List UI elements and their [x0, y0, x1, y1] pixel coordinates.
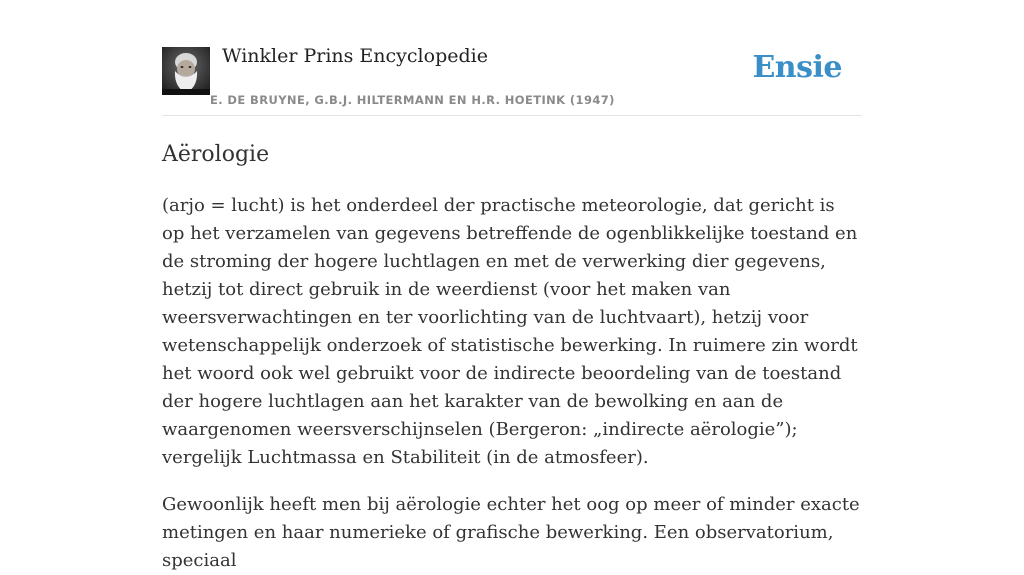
author-avatar[interactable]	[162, 47, 210, 95]
publication-header	[162, 0, 862, 116]
content-column	[162, 0, 862, 575]
portrait-icon	[162, 47, 210, 95]
publication-authors: E. DE BRUYNE, G.B.J. HILTERMANN EN H.R. HOETINK (1947)	[210, 93, 615, 107]
ensie-logo-link[interactable]: Ensie	[752, 50, 842, 85]
article-body	[162, 192, 862, 575]
publication-title[interactable]: Winkler Prins Encyclopedie	[222, 45, 488, 67]
article-paragraph: (arjo = lucht) is het onderdeel der practische meteorologie, dat gericht is op het verzamelen van gegevens betreffende de ogenblikkelijke toestand en de stroming der hogere luchtlagen en met de verwerking dier gegevens, hetzij tot direct gebruik in de weerdienst (voor het maken van weersverwachtingen en ter voorlichting van de luchtvaart), hetzij voor wetenschappelijk onderzoek of statistische bewerking. In ruimere zin wordt het woord ook wel gebruikt voor de indirecte beoordeling van de toestand der hogere luchtlagen aan het karakter van de bewolking en aan de waargenomen weersverschijnselen (Bergeron: „indirecte aërologie”); vergelijk Luchtmassa en Stabiliteit (in de atmosfeer).	[162, 195, 858, 468]
article-paragraph: Gewoonlijk heeft men bij aërologie echter het oog op meer of minder exacte metingen en haar numerieke of grafische bewerking. Een observatorium, speciaal	[162, 494, 860, 571]
article-title: Aërologie	[162, 142, 270, 167]
